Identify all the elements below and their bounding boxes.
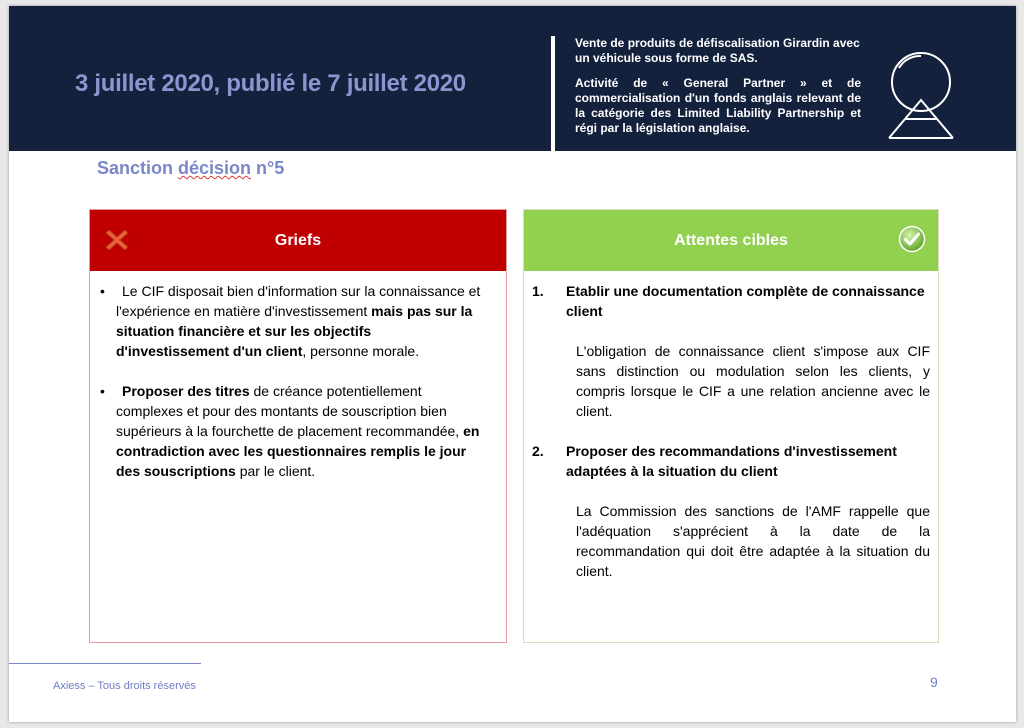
item-title: Proposer des recommandations d'investissement adaptées à la situation du client xyxy=(566,443,897,479)
slide xyxy=(9,6,1016,722)
bullet-marker: • xyxy=(100,383,105,399)
attentes-title: Attentes cibles xyxy=(674,231,788,249)
grief2-text: de créance potentiellement complexes et pour des montants de souscription bien supérieurs à la fourchette de placement recommandée, xyxy=(116,383,464,439)
check-icon xyxy=(898,225,926,253)
list-item xyxy=(532,281,930,321)
sanction-prefix: Sanction xyxy=(97,158,179,178)
header-banner xyxy=(9,6,1016,151)
attentes-header xyxy=(524,210,938,271)
list-item xyxy=(96,381,484,481)
header-divider xyxy=(551,36,555,152)
header-desc-line2: Activité de « General Partner » et de commercialisation d'un fonds anglais relevant de la catégorie des Limited Liability Partnership et régi par la législation anglaise. xyxy=(575,76,861,135)
sanction-suffix: n°5 xyxy=(251,158,285,178)
grief2-bold: en contradiction avec les questionnaires remplis le jour des souscriptions xyxy=(116,423,480,479)
griefs-panel xyxy=(89,209,507,643)
page-number: 9 xyxy=(930,674,938,690)
griefs-title: Griefs xyxy=(274,231,322,249)
item-description: La Commission des sanctions de l'AMF rappelle que l'adéquation s'apprécient à la date de la recommandation qui doit être adaptée à la situation du client. xyxy=(576,503,930,579)
footer-copyright: Axiess – Tous droits réservés xyxy=(53,680,196,692)
footer-divider xyxy=(9,663,201,664)
grief1-text: Le CIF disposait bien d'information sur la connaissance et l'expérience en matière d'investissement xyxy=(116,283,481,319)
grief2-tail: par le client. xyxy=(235,463,316,479)
page-title: 3 juillet 2020, publié le 7 juillet 2020 xyxy=(75,70,466,97)
bullet-marker: • xyxy=(100,283,105,299)
grief1-tail: , personne morale. xyxy=(302,343,420,359)
sanction-underlined-word: décision xyxy=(178,158,252,178)
cross-icon xyxy=(104,227,130,253)
sanction-heading xyxy=(97,158,284,179)
grief1-bold: mais pas sur la situation financière et sur les objectifs d'investissement d'un client xyxy=(116,303,473,359)
item-title: Etablir une documentation complète de connaissance client xyxy=(566,283,925,319)
griefs-header xyxy=(90,210,506,271)
attentes-panel xyxy=(523,209,939,643)
griefs-list xyxy=(96,281,484,501)
header-desc-line1: Vente de produits de défiscalisation Girardin avec un véhicule sous forme de SAS. xyxy=(575,36,860,65)
list-item xyxy=(96,281,484,361)
item-number: 2. xyxy=(532,443,544,459)
list-item xyxy=(532,441,930,481)
header-description xyxy=(575,36,861,146)
item-number: 1. xyxy=(532,283,544,299)
item-description: L'obligation de connaissance client s'impose aux CIF sans distinction ou modulation selon les clients, y compris lorsque le CIF a une relation ancienne avec le client. xyxy=(576,343,930,419)
attentes-list xyxy=(532,281,930,601)
grief2-bold-lead: Proposer des titres xyxy=(122,383,250,399)
axiess-logo-icon xyxy=(885,42,967,142)
